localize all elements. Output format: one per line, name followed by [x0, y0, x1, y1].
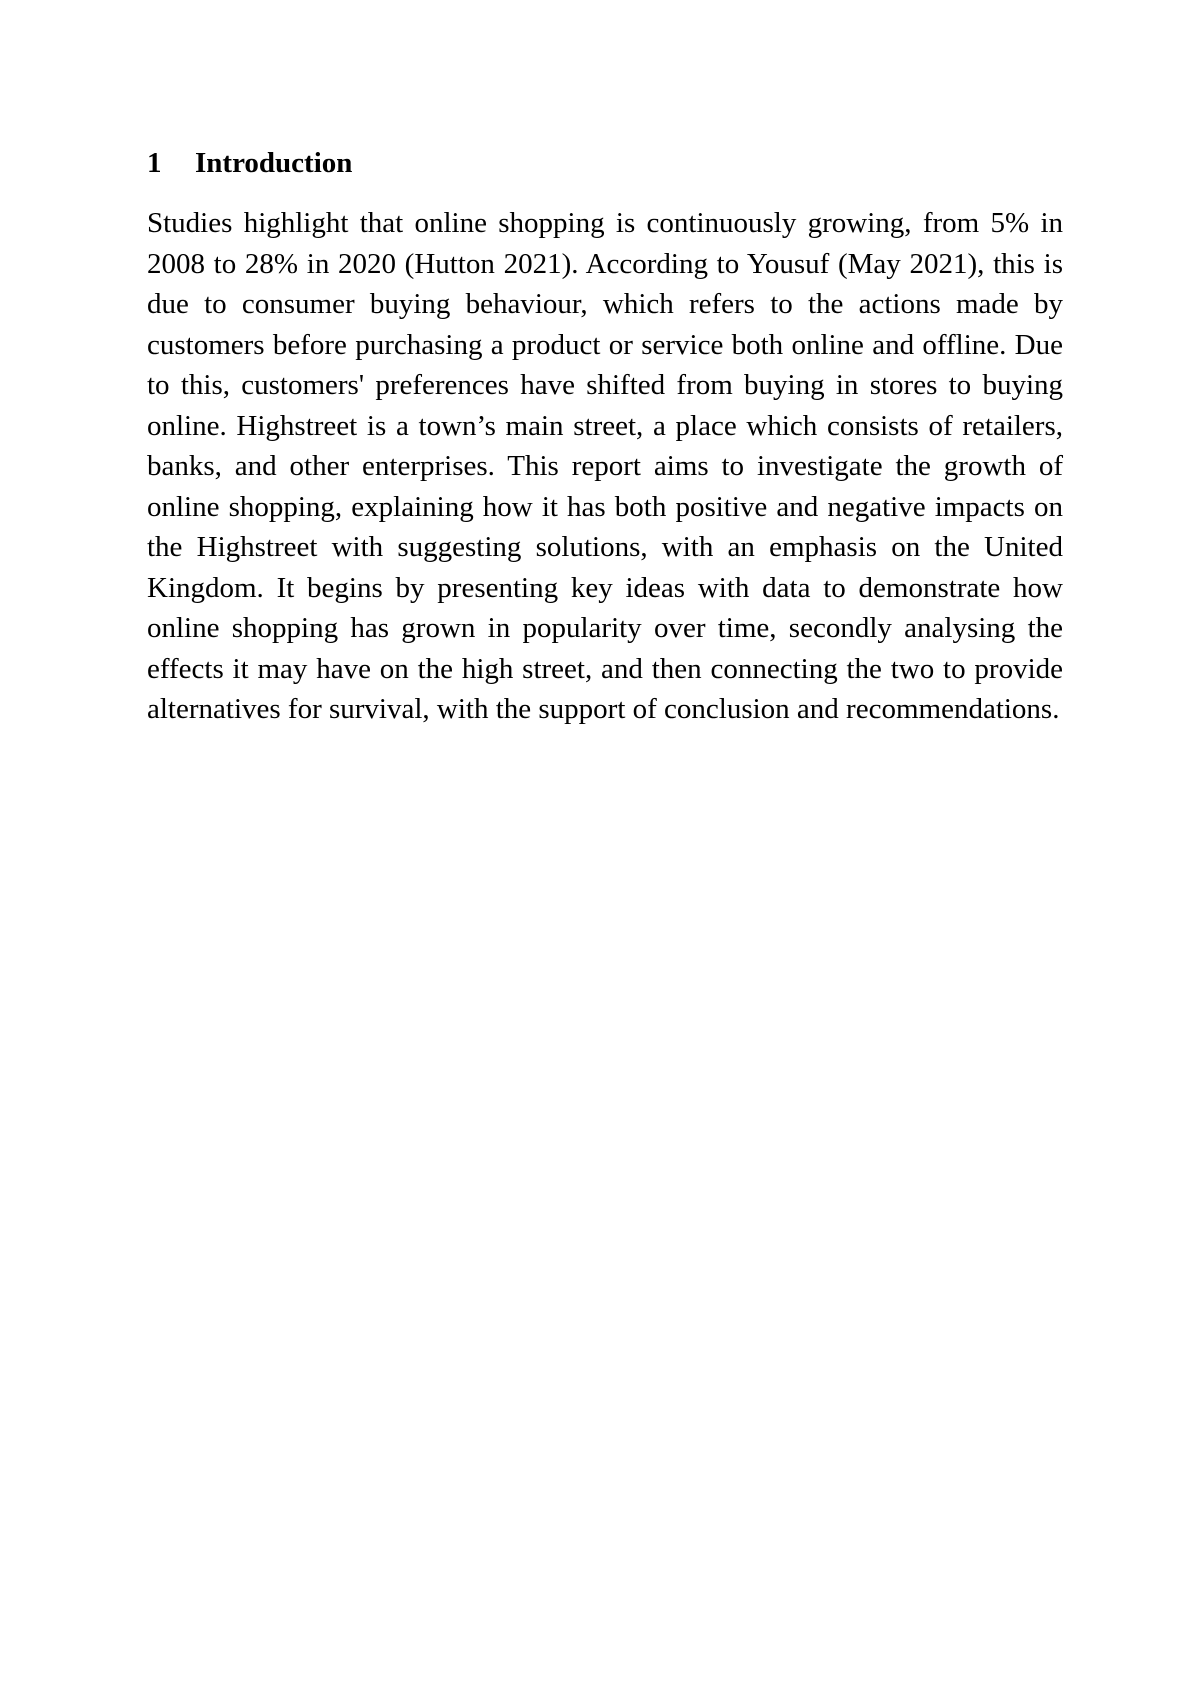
section-title: Introduction: [195, 147, 353, 179]
section-heading: [147, 145, 352, 181]
section-number: 1: [147, 147, 162, 179]
introduction-paragraph: Studies highlight that online shopping is continuously growing, from 5% in 2008 to 28% in 2020 (Hutton 2021). According to Yousuf (May 2021), this is due to consumer buying behaviour, which refers to the actions made by customers before purchasing a product or service both online and offline. Due to this, customers' preferences have shifted from buying in stores to buying online. Highstreet is a town’s main street, a place which consists of retailers, banks, and other enterprises. This report aims to investigate the growth of online shopping, explaining how it has both positive and negative impacts on the Highstreet with suggesting solutions, with an emphasis on the United Kingdom. It begins by presenting key ideas with data to demonstrate how online shopping has grown in popularity over time, secondly analysing the effects it may have on the high street, and then connecting the two to provide alternatives for survival, with the support of conclusion and recommendations.: [147, 207, 1063, 725]
